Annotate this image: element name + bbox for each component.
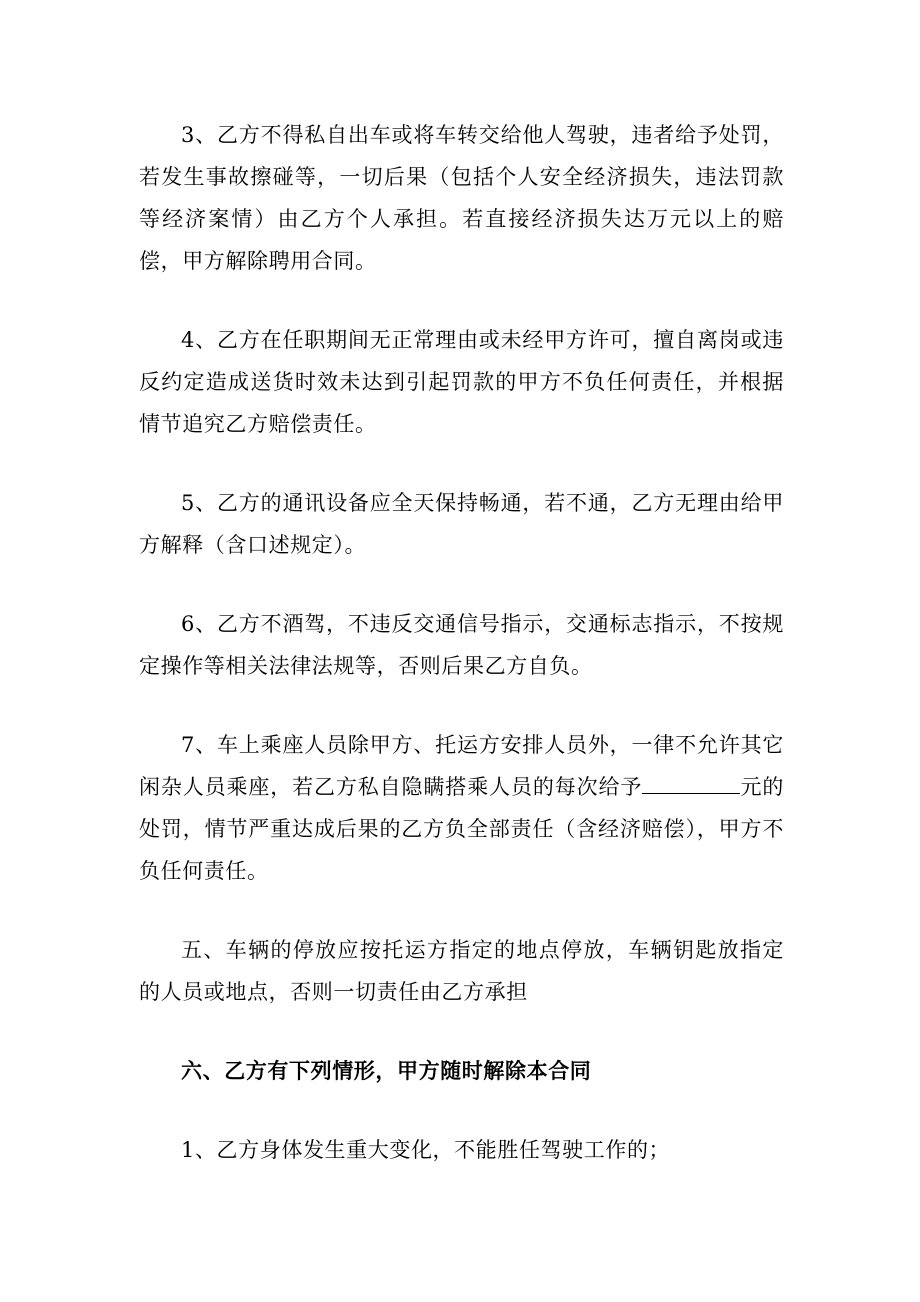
section-6-item-1: 1、乙方身体发生重大变化，不能胜任驾驶工作的； (181, 1138, 671, 1162)
penalty-amount-blank (642, 773, 740, 794)
section-6-heading: 六、乙方有下列情形，甲方随时解除本合同 (181, 1058, 592, 1083)
clause-3: 3、乙方不得私自出车或将车转交给他人驾驶，违者给予处罚，若发生事故擦碰等，一切后果（包括个人安全经济损失，违法罚款等经济案情）由乙方个人承担。若直接经济损失达万元以上的赔偿，甲方解除聘用合同。 (139, 123, 784, 273)
clause-7 (139, 724, 784, 892)
clause-7-text-start: 7、车上乘座人员除甲方、托运方安排人员外，一律不允许其它闲杂人员乘座，若乙方私自隐瞒搭乘人员的每次给予 (139, 733, 784, 799)
clause-4: 4、乙方在任职期间无正常理由或未经甲方许可，擅自离岗或违反约定造成送货时效未达到引起罚款的甲方不负任何责任，并根据情节追究乙方赔偿责任。 (139, 328, 784, 436)
clause-7-text-end: 元的处罚，情节严重达成后果的乙方负全部责任（含经济赔偿），甲方不负任何责任。 (139, 775, 784, 883)
clause-6: 6、乙方不酒驾，不违反交通信号指示，交通标志指示，不按规定操作等相关法律法规等，否则后果乙方自负。 (139, 612, 784, 678)
contract-body (139, 114, 784, 1171)
clause-5: 5、乙方的通讯设备应全天保持畅通，若不通，乙方无理由给甲方解释（含口述规定）。 (139, 491, 784, 557)
section-5-parking: 五、车辆的停放应按托运方指定的地点停放，车辆钥匙放指定的人员或地点，否则一切责任由乙方承担 (139, 938, 784, 1004)
